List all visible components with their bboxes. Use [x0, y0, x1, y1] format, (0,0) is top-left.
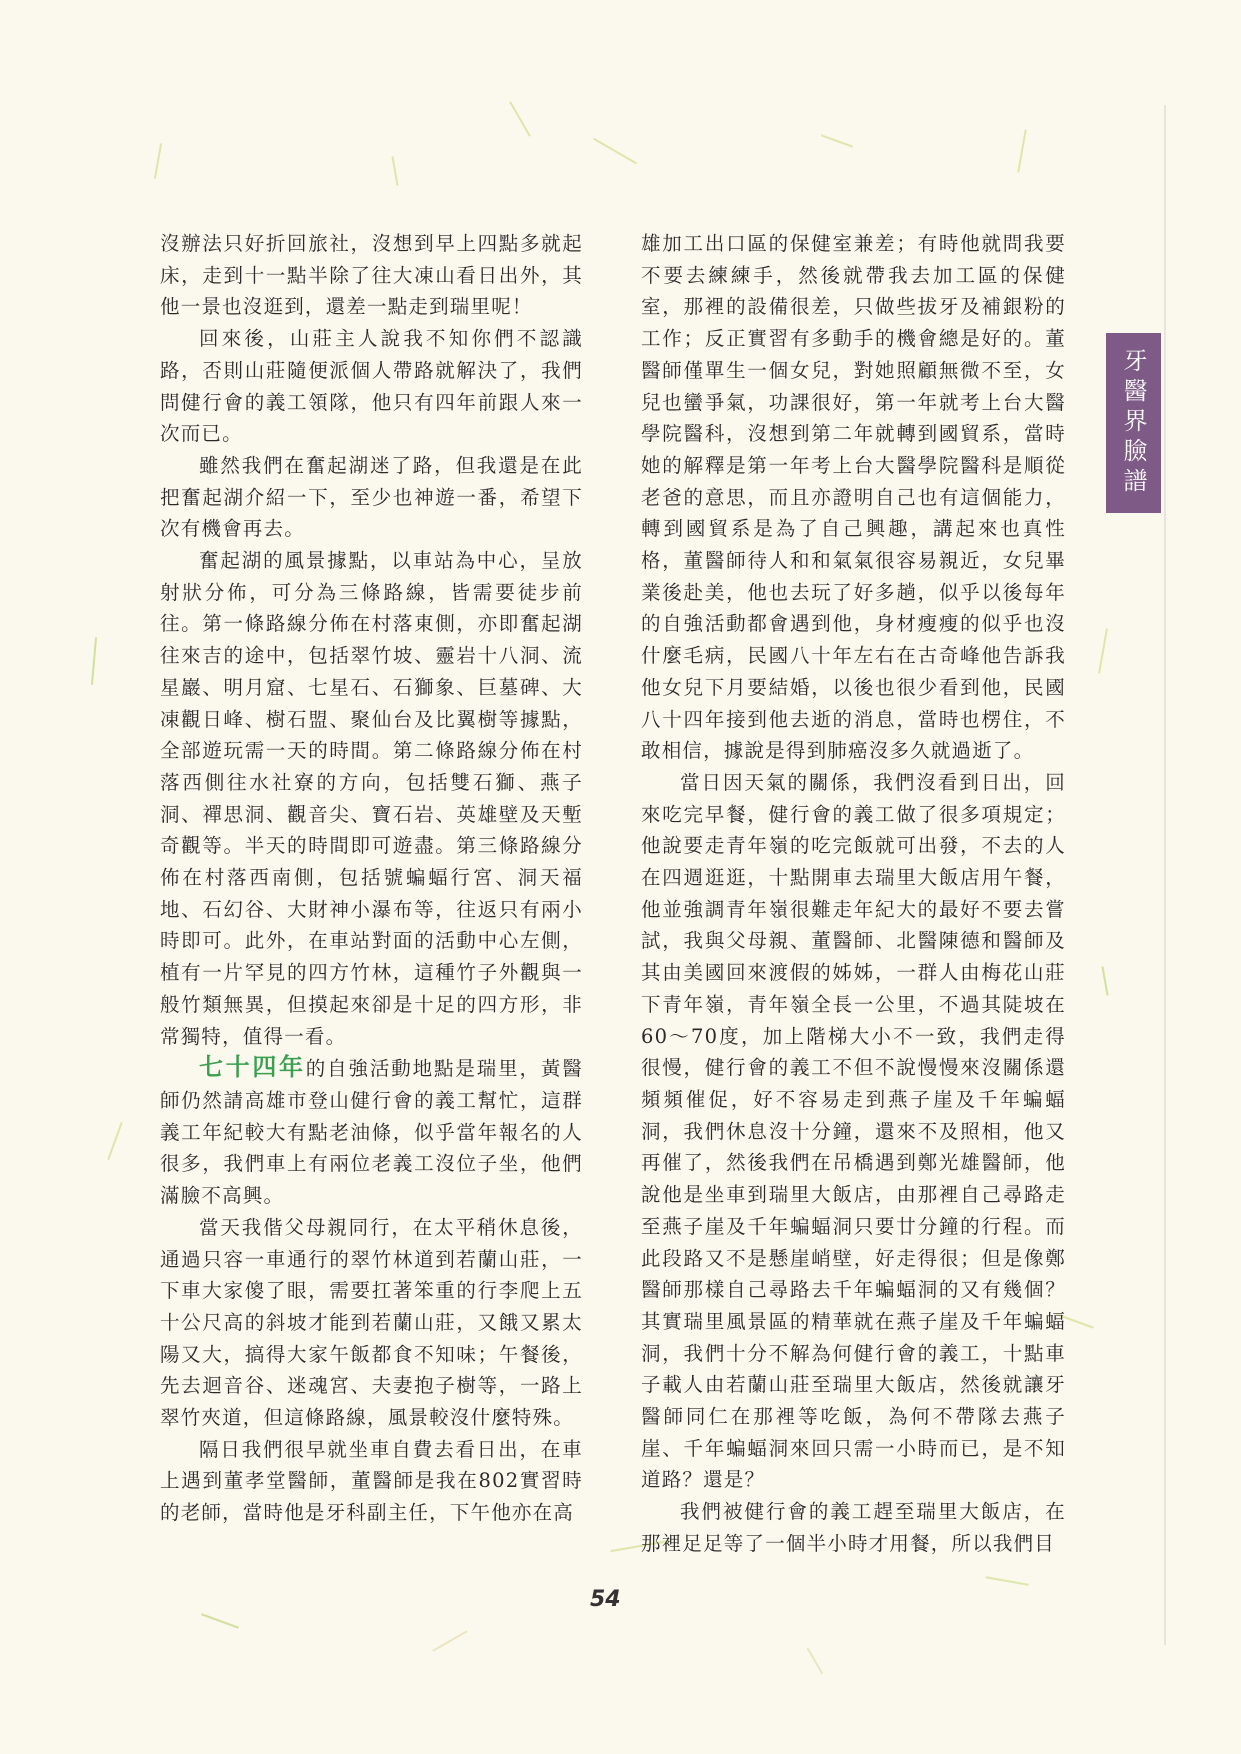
paragraph: 當日因天氣的關係，我們沒看到日出，回來吃完早餐，健行會的義工做了很多項規定；他說要走青年嶺的吃完飯就可出發，不去的人在四週逛逛，十點開車去瑞里大飯店用午餐，他並強調青年嶺很難走年紀大的最好不要去嘗試，我與父母親、董醫師、北醫陳德和醫師及其由美國回來渡假的姊姊，一群人由梅花山莊下青年嶺，青年嶺全長一公里，不過其陡坡在60～70度，加上階梯大小不一致，我們走得很慢，健行會的義工不但不說慢慢來沒關係還頻頻催促，好不容易走到燕子崖及千年蝙蝠洞，我們休息沒十分鐘，還來不及照相，他又再催了，然後我們在吊橋遇到鄭光雄醫師，他說他是坐車到瑞里大飯店，由那裡自己尋路走至燕子崖及千年蝙蝠洞只要廿分鐘的行程。而此段路又不是懸崖峭壁，好走得很；但是像鄭醫師那樣自己尋路去千年蝙蝠洞的又有幾個？其實瑞里風景區的精華就在燕子崖及千年蝙蝠洞，我們十分不解為何健行會的義工，十點車子載人由若蘭山莊至瑞里大飯店，然後就讓牙醫師同仁在那裡等吃飯，為何不帶隊去燕子崖、千年蝙蝠洞來回只需一小時而已，是不知道路？還是？ [641, 770, 1066, 1492]
page-number: 54 [590, 1587, 621, 1612]
paragraph: 雖然我們在奮起湖迷了路，但我還是在此把奮起湖介紹一下，至少也神遊一番，希望下次有機會再去。 [160, 453, 583, 541]
paper-fiber [821, 134, 854, 148]
paragraph: 當天我偕父母親同行，在太平稍休息後，通過只容一車通行的翠竹林道到若蘭山莊，一下車大家傻了眼，需要扛著笨重的行李爬上五十公尺高的斜坡才能到若蘭山莊，又餓又累太陽又大，搞得大家午飯都食不知味；午餐後，先去迴音谷、迷魂宮、夫妻抱子樹等，一路上翠竹夾道，但這條路線，風景較沒什麼特殊。 [160, 1215, 583, 1430]
paper-fiber [1017, 129, 1027, 173]
paper-fiber [593, 138, 637, 165]
year-highlight: 七十四年 [199, 1053, 306, 1082]
paper-fiber [91, 637, 97, 685]
paper-fiber [201, 1613, 239, 1629]
right-column [641, 228, 1066, 1560]
left-column [160, 228, 583, 1529]
paper-fiber [509, 101, 531, 137]
paper-fiber [154, 143, 162, 179]
paper-fiber [391, 156, 398, 186]
paper-fiber [1098, 628, 1108, 674]
paragraph: 沒辦法只好折回旅社，沒想到早上四點多就起床，走到十一點半除了往大凍山看日出外，其他一景也沒逛到，還差一點走到瑞里呢！ [160, 232, 583, 319]
paragraph: 我們被健行會的義工趕至瑞里大飯店，在那裡足足等了一個半小時才用餐，所以我們目 [641, 1500, 1066, 1555]
paper-fiber [1101, 966, 1108, 996]
paper-fiber [985, 1576, 1029, 1586]
paragraph-text: 的自強活動地點是瑞里，黃醫師仍然請高雄市登山健行會的義工幫忙，這群義工年紀較大有點老油條，似乎當年報名的人很多，我們車上有兩位老義工沒位子坐，他們滿臉不高興。 [160, 1057, 584, 1208]
paragraph: 隔日我們很早就坐車自費去看日出，在車上遇到董孝堂醫師，董醫師是我在802實習時的老師，當時他是牙科副主任，下午他亦在高 [160, 1437, 583, 1525]
section-tab-label: 牙醫界臉譜 [1119, 348, 1147, 498]
paper-fiber [107, 1122, 123, 1160]
paragraph [160, 1052, 583, 1212]
paragraph: 奮起湖的風景據點，以車站為中心，呈放射狀分佈，可分為三條路線，皆需要徒步前往。第一條路線分佈在村落東側，亦即奮起湖往來吉的途中，包括翠竹坡、靈岩十八洞、流星巖、明月窟、七星石、石獅象、巨墓碑、大凍觀日峰、樹石盟、聚仙台及比翼樹等據點，全部遊玩需一天的時間。第二條路線分佈在村落西側往水社寮的方向，包括雙石獅、燕子洞、禪思洞、觀音尖、寶石岩、英雄壁及天塹奇觀等。半天的時間即可遊盡。第三條路線分佈在村落西南側，包括號蝙蝠行宮、洞天福地、石幻谷、大財神小瀑布等，往返只有兩小時即可。此外，在車站對面的活動中心左側，植有一片罕見的四方竹林，這種竹子外觀與一般竹類無異，但摸起來卻是十足的四方形，非常獨特，值得一看。 [160, 549, 583, 1048]
paragraph: 雄加工出口區的保健室兼差；有時他就問我要不要去練練手，然後就帶我去加工區的保健室，那裡的設備很差，只做些拔牙及補銀粉的工作；反正實習有多動手的機會總是好的。董醫師僅單生一個女兒，對她照顧無微不至，女兒也蠻爭氣，功課很好，第一年就考上台大醫學院醫科，沒想到第二年就轉到國貿系，當時她的解釋是第一年考上台大醫學院醫科是順從老爸的意思，而且亦證明自己也有這個能力，轉到國貿系是為了自己興趣，講起來也真性格，董醫師待人和和氣氣很容易親近，女兒畢業後赴美，他也去玩了好多趟，似乎以後每年的自強活動都會遇到他，身材瘦瘦的似乎也沒什麼毛病，民國八十年左右在古奇峰他告訴我他女兒下月要結婚，以後也很少看到他，民國八十四年接到他去逝的消息，當時也楞住，不敢相信，據說是得到肺癌沒多久就過逝了。 [641, 232, 1066, 763]
page-edge-line [1164, 105, 1166, 1645]
paper-fiber [432, 1630, 468, 1652]
paragraph: 回來後，山莊主人說我不知你們不認識路，否則山莊隨便派個人帶路就解決了，我們問健行會的義工領隊，他只有四年前跟人來一次而已。 [160, 327, 583, 446]
section-tab [1106, 333, 1161, 513]
paper-fiber [807, 1648, 824, 1675]
